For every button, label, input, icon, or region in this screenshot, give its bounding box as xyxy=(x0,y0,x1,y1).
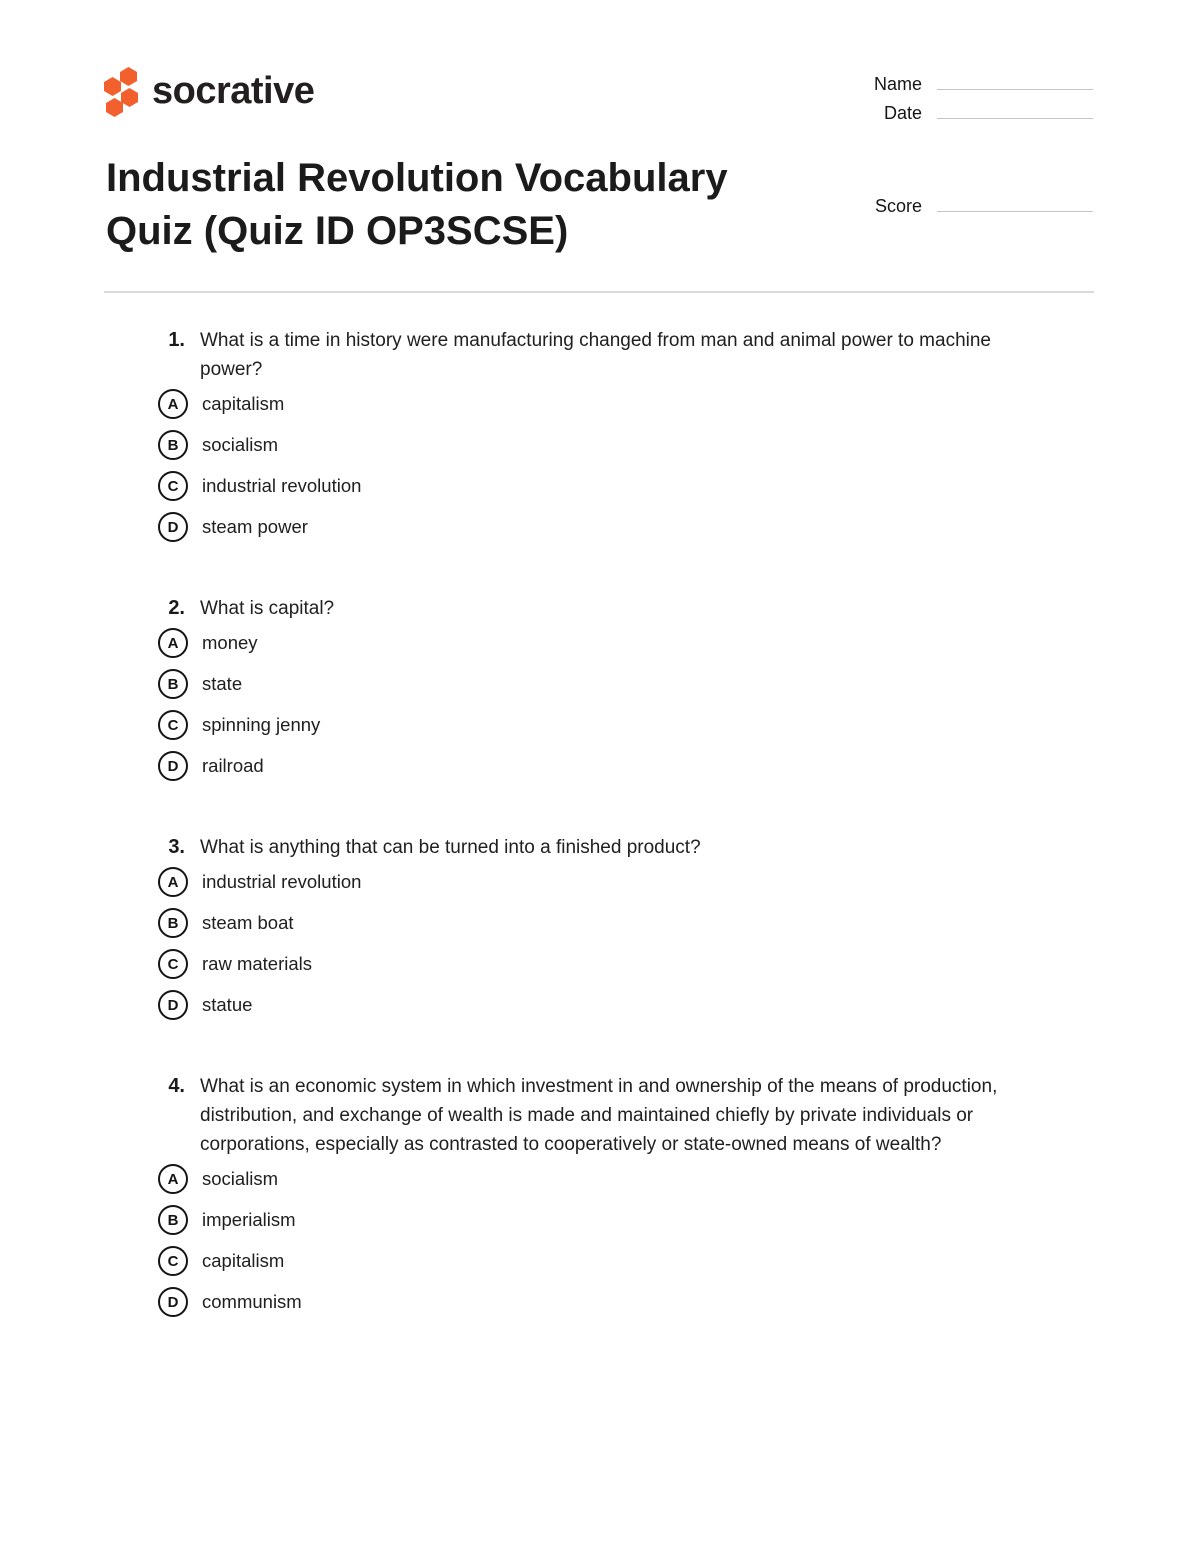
option-text: socialism xyxy=(202,1168,279,1189)
option-row xyxy=(158,949,1100,979)
answer-bubble-b[interactable]: B xyxy=(158,1205,188,1235)
score-field-row xyxy=(866,196,1096,225)
question-text xyxy=(200,594,334,623)
option-row xyxy=(158,710,1100,740)
option-row xyxy=(158,1164,1100,1194)
option-row xyxy=(158,1287,1100,1317)
option-row xyxy=(158,1246,1100,1276)
question-text-line: distribution, and exchange of wealth is made and maintained chiefly by private individuals or xyxy=(200,1105,974,1126)
option-text: railroad xyxy=(202,755,264,776)
question-text-line: power? xyxy=(200,359,263,380)
answer-bubble-c[interactable]: C xyxy=(158,1246,188,1276)
answer-bubble-a[interactable]: A xyxy=(158,389,188,419)
question-text-line: What is a time in history were manufacturing changed from man and animal power to machine xyxy=(200,330,991,351)
hexagon-icon xyxy=(120,67,137,86)
answer-bubble-d[interactable]: D xyxy=(158,751,188,781)
question-3 xyxy=(155,833,1100,1020)
name-field-row xyxy=(866,74,1096,103)
question-text-line: corporations, especially as contrasted to cooperatively or state-owned means of wealth? xyxy=(200,1134,942,1155)
answer-bubble-a[interactable]: A xyxy=(158,867,188,897)
answer-bubble-a[interactable]: A xyxy=(158,1164,188,1194)
option-row xyxy=(158,751,1100,781)
answer-bubble-c[interactable]: C xyxy=(158,949,188,979)
question-1 xyxy=(155,326,1100,542)
option-text: state xyxy=(202,673,243,694)
option-row xyxy=(158,628,1100,658)
question-text-line: What is capital? xyxy=(200,598,335,619)
question-text-line: What is an economic system in which investment in and ownership of the means of production, xyxy=(200,1076,998,1097)
date-blank-line[interactable] xyxy=(937,113,1093,119)
question-1-header xyxy=(155,326,1100,384)
answer-bubble-d[interactable]: D xyxy=(158,512,188,542)
date-label: Date xyxy=(883,103,922,123)
question-number: 1. xyxy=(168,329,185,351)
question-1-options xyxy=(158,389,1100,542)
question-number: 4. xyxy=(168,1075,185,1097)
question-4-options xyxy=(158,1164,1100,1317)
question-3-options xyxy=(158,867,1100,1020)
option-text: capitalism xyxy=(202,1250,285,1271)
option-text: steam boat xyxy=(202,912,294,933)
score-field xyxy=(866,196,1096,225)
socrative-logo-hexagons-icon xyxy=(104,66,142,118)
question-text-line: What is anything that can be turned into a finished product? xyxy=(200,837,701,858)
question-4 xyxy=(155,1072,1100,1317)
question-2 xyxy=(155,594,1100,781)
question-number: 2. xyxy=(168,597,185,619)
option-row xyxy=(158,669,1100,699)
brand-wordmark: socrative xyxy=(152,70,315,112)
answer-bubble-c[interactable]: C xyxy=(158,471,188,501)
option-row xyxy=(158,471,1100,501)
name-label: Name xyxy=(873,74,922,94)
option-text: industrial revolution xyxy=(202,475,362,496)
question-list xyxy=(155,326,1100,1317)
answer-bubble-b[interactable]: B xyxy=(158,669,188,699)
quiz-title xyxy=(106,152,728,258)
option-row xyxy=(158,867,1100,897)
question-text xyxy=(200,326,991,384)
hexagon-icon xyxy=(121,88,138,107)
answer-bubble-a[interactable]: A xyxy=(158,628,188,658)
option-row xyxy=(158,908,1100,938)
answer-bubble-d[interactable]: D xyxy=(158,990,188,1020)
option-text: communism xyxy=(202,1291,302,1312)
question-text xyxy=(200,833,701,862)
answer-bubble-b[interactable]: B xyxy=(158,908,188,938)
option-row xyxy=(158,430,1100,460)
option-text: raw materials xyxy=(202,953,312,974)
option-text: capitalism xyxy=(202,393,285,414)
score-blank-line[interactable] xyxy=(937,206,1093,212)
option-text: industrial revolution xyxy=(202,871,362,892)
option-text: statue xyxy=(202,994,253,1015)
hexagon-icon xyxy=(104,77,121,96)
question-text xyxy=(200,1072,997,1159)
name-blank-line[interactable] xyxy=(937,84,1093,90)
question-4-header xyxy=(155,1072,1100,1159)
name-date-fields xyxy=(866,74,1096,132)
option-text: imperialism xyxy=(202,1209,296,1230)
option-text: steam power xyxy=(202,516,308,537)
question-2-header xyxy=(155,594,1100,623)
answer-bubble-c[interactable]: C xyxy=(158,710,188,740)
header-divider xyxy=(104,291,1094,293)
option-text: socialism xyxy=(202,434,279,455)
question-number: 3. xyxy=(168,836,185,858)
question-3-header xyxy=(155,833,1100,862)
hexagon-icon xyxy=(106,98,123,117)
option-text: money xyxy=(202,632,258,653)
option-text: spinning jenny xyxy=(202,714,321,735)
answer-bubble-d[interactable]: D xyxy=(158,1287,188,1317)
date-field-row xyxy=(866,103,1096,132)
quiz-title-line: Quiz (Quiz ID OP3SCSE) xyxy=(106,209,569,253)
option-row xyxy=(158,389,1100,419)
option-row xyxy=(158,1205,1100,1235)
option-row xyxy=(158,512,1100,542)
quiz-title-line: Industrial Revolution Vocabulary xyxy=(106,156,728,200)
question-2-options xyxy=(158,628,1100,781)
score-label: Score xyxy=(874,196,922,216)
answer-bubble-b[interactable]: B xyxy=(158,430,188,460)
option-row xyxy=(158,990,1100,1020)
